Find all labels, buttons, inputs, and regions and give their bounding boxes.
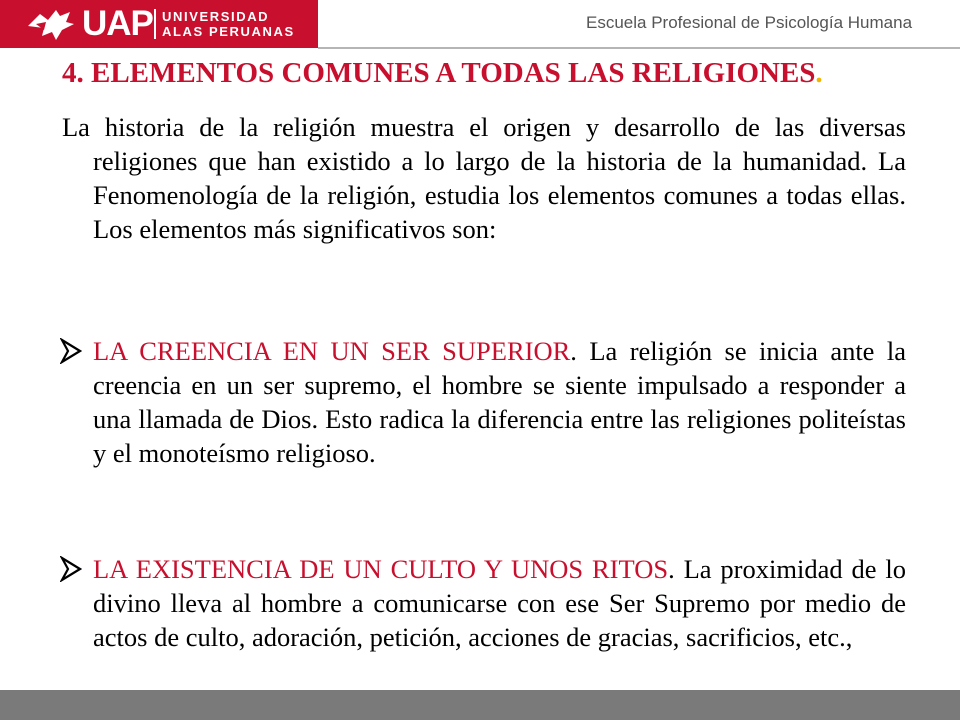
title-text: 4. ELEMENTOS COMUNES A TODAS LAS RELIGIONES xyxy=(62,57,816,89)
bullet-item xyxy=(93,334,906,470)
logo-line-1: UNIVERSIDAD xyxy=(162,9,270,24)
eagle-emblem-icon xyxy=(26,6,76,42)
footer-bar xyxy=(0,690,960,720)
university-logo xyxy=(0,0,318,48)
slide-title xyxy=(62,55,922,91)
logo-abbreviation: UAP xyxy=(82,4,153,43)
title-dot: . xyxy=(815,57,823,89)
arrow-bullet-icon xyxy=(60,338,82,364)
bullet-text: . La proximidad de lo divino lleva al hombre a comunicarse con ese Ser Supremo por medio de actos de culto, adoración, petición, acciones de gracias, sacrificios, etc., xyxy=(93,554,907,652)
header-divider xyxy=(318,47,960,49)
logo-university-name xyxy=(162,9,295,39)
school-name: Escuela Profesional de Psicología Humana xyxy=(586,13,913,32)
logo-divider xyxy=(154,9,156,39)
bullet-lead: LA EXISTENCIA DE UN CULTO Y UNOS RITOS xyxy=(93,554,669,584)
bullet-text: . La religión se inicia ante la creencia en un ser supremo, el hombre se siente impulsado a responder a una llamada de Dios. Esto radica la diferencia entre las religiones politeístas y el monoteísmo religioso. xyxy=(93,336,906,468)
slide-header xyxy=(0,0,960,54)
bullet-item xyxy=(93,552,906,654)
bullet-lead: LA CREENCIA EN UN SER SUPERIOR xyxy=(93,336,571,366)
intro-paragraph: La historia de la religión muestra el origen y desarrollo de las diversas religiones que han existido a lo largo de la historia de la humanidad. La Fenomenología de la religión, estudia los elementos comunes a todas ellas. Los elementos más significativos son: xyxy=(62,112,906,244)
arrow-bullet-icon xyxy=(60,556,82,582)
logo-line-2: ALAS PERUANAS xyxy=(162,24,295,39)
